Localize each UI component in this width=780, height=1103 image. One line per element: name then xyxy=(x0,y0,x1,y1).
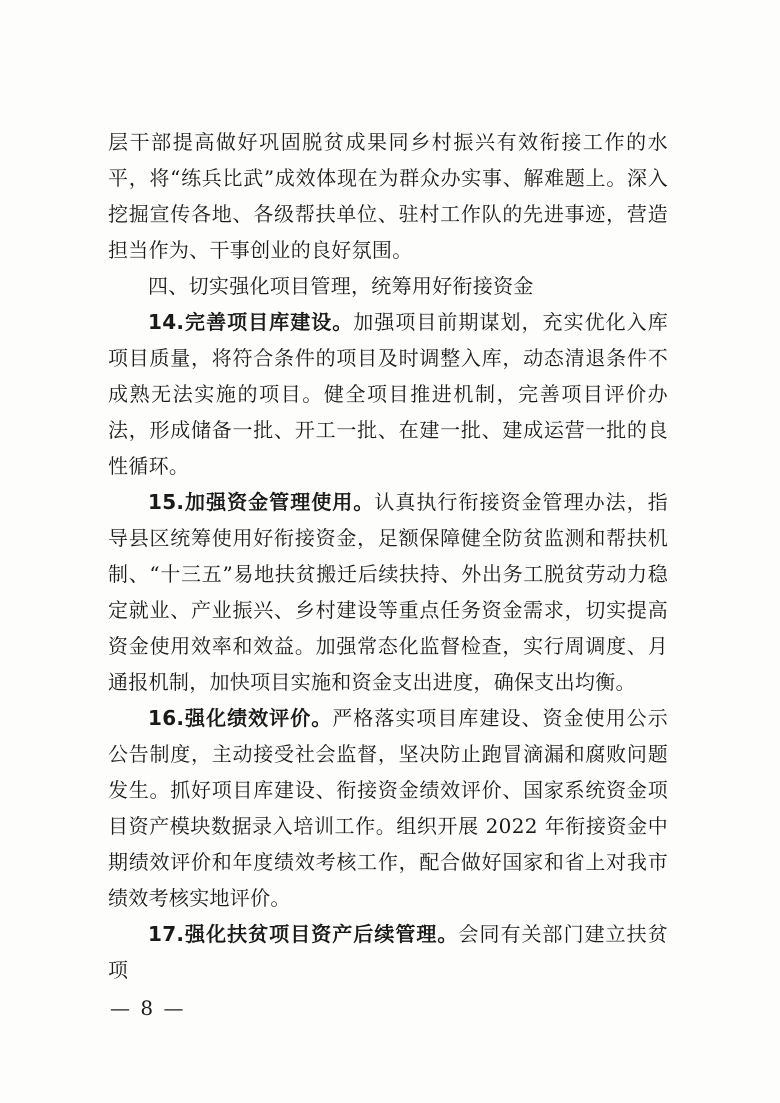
item-paragraph-15 xyxy=(108,484,668,700)
item-body-15: 认真执行衔接资金管理办法，指导县区统筹使用好衔接资金，足额保障健全防贫监测和帮扶机制、“十三五”易地扶贫搬迁后续扶持、外出务工脱贫劳动力稳定就业、产业振兴、乡村建设等重点任务资金需求，切实提高资金使用效率和效益。加强常态化监督检查，实行周调度、月通报机制，加快项目实施和资金支出进度，确保支出均衡。 xyxy=(108,490,669,694)
section-heading: 四、切实强化项目管理，统筹用好衔接资金 xyxy=(148,274,534,298)
item-body-14: 加强项目前期谋划，充实优化入库项目质量，将符合条件的项目及时调整入库，动态清退条件不成熟无法实施的项目。健全项目推进机制，完善项目评价办法，形成储备一批、开工一批、在建一批、建成运营一批的良性循环。 xyxy=(108,310,669,478)
page-number: — 8 — xyxy=(110,996,186,1020)
document-body xyxy=(108,124,668,988)
item-paragraph-14 xyxy=(108,304,668,484)
item-body-17: 会同有关部门建立扶贫项 xyxy=(108,922,668,982)
item-body-16: 严格落实项目库建设、资金使用公示公告制度，主动接受社会监督，坚决防止跑冒滴漏和腐败问题发生。抓好项目库建设、衔接资金绩效评价、国家系统资金项目资产模块数据录入培训工作。组织开展 2022 年衔接资金中期绩效评价和年度绩效考核工作，配合做好国家和省上对我市绩效考核实地评价。 xyxy=(108,706,668,910)
item-lead-14: 14.完善项目库建设。 xyxy=(148,310,354,334)
item-paragraph-16 xyxy=(108,700,668,916)
item-lead-15: 15.加强资金管理使用。 xyxy=(148,490,375,514)
item-lead-17: 17.强化扶贫项目资产后续管理。 xyxy=(148,922,459,946)
continuation-paragraph: 层干部提高做好巩固脱贫成果同乡村振兴有效衔接工作的水平，将“练兵比武”成效体现在为群众办实事、解难题上。深入挖掘宣传各地、各级帮扶单位、驻村工作队的先进事迹，营造担当作为、干事创业的良好氛围。 xyxy=(108,130,668,262)
item-lead-16: 16.强化绩效评价。 xyxy=(148,706,333,730)
item-paragraph-17 xyxy=(108,916,668,988)
